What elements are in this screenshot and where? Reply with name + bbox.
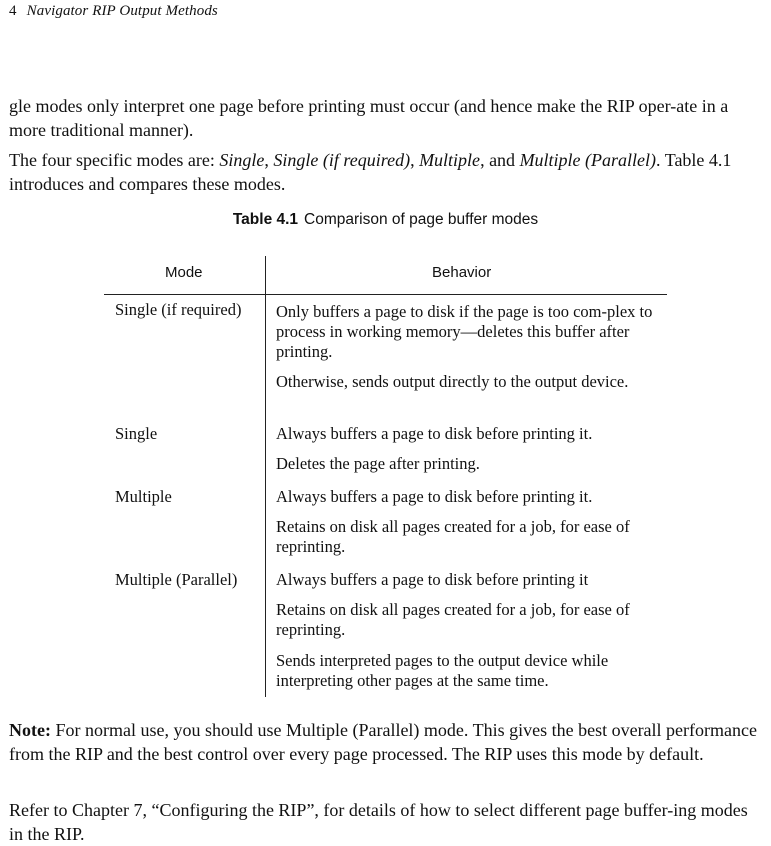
separator: , [410, 150, 420, 170]
table-caption-label: Table 4.1 [232, 211, 299, 228]
table-row-behavior: Retains on disk all pages created for a job, for ease of reprinting. [276, 600, 630, 639]
table-column-divider [265, 256, 266, 697]
mode-name-multiple-parallel: Multiple (Parallel) [519, 150, 657, 170]
modes-lead: The four specific modes are: [9, 150, 220, 170]
mode-name-multiple: Multiple [419, 150, 481, 170]
table-row-behavior: Sends interpreted pages to the output device while interpreting other pages at the same time. [276, 651, 609, 690]
table-caption [0, 211, 771, 229]
table-row-mode: Single [115, 424, 158, 443]
separator: , [264, 150, 274, 170]
note-label: Note: [9, 720, 51, 740]
note-text: For normal use, you should use Multiple (Parallel) mode. This gives the best overall performance from the RIP and the best control over every page processed. The RIP uses this mode by default. [9, 720, 757, 764]
separator: , and [480, 150, 520, 170]
table-caption-text: Comparison of page buffer modes [304, 211, 539, 228]
modes-paragraph [9, 148, 764, 196]
mode-name-single-if-required: Single (if required) [273, 150, 411, 170]
table-header-rule [104, 294, 667, 295]
table-row-behavior: Always buffers a page to disk before printing it. [276, 424, 593, 443]
page-number: 4 [9, 3, 17, 19]
column-header-behavior: Behavior [432, 264, 492, 281]
modes-tail: . Table 4.1 introduces and compares these modes. [9, 150, 732, 194]
running-header [9, 3, 218, 20]
mode-name-single: Single [219, 150, 265, 170]
table-row-behavior: Retains on disk all pages created for a job, for ease of reprinting. [276, 517, 630, 556]
table-row-mode: Multiple (Parallel) [115, 570, 238, 589]
table-row-mode: Multiple [115, 487, 172, 506]
table-row-behavior: Otherwise, sends output directly to the output device. [276, 372, 629, 391]
chapter-title: Navigator RIP Output Methods [26, 3, 218, 19]
reference-paragraph: Refer to Chapter 7, “Configuring the RIP”, for details of how to select different page buffer-ing modes in the RIP. [9, 800, 748, 844]
table-row-mode: Single (if required) [115, 300, 242, 319]
table-row-behavior: Only buffers a page to disk if the page is too com-plex to process in working memory—deletes this buffer after printing. [276, 302, 653, 361]
table-row-behavior: Always buffers a page to disk before printing it [276, 570, 589, 589]
table-row-behavior: Deletes the page after printing. [276, 454, 480, 473]
column-header-mode: Mode [165, 264, 203, 281]
intro-paragraph-continuation: gle modes only interpret one page before printing must occur (and hence make the RIP oper-ate in a more traditional manner). [9, 96, 729, 140]
note-paragraph [9, 718, 764, 766]
table-row-behavior: Always buffers a page to disk before printing it. [276, 487, 593, 506]
